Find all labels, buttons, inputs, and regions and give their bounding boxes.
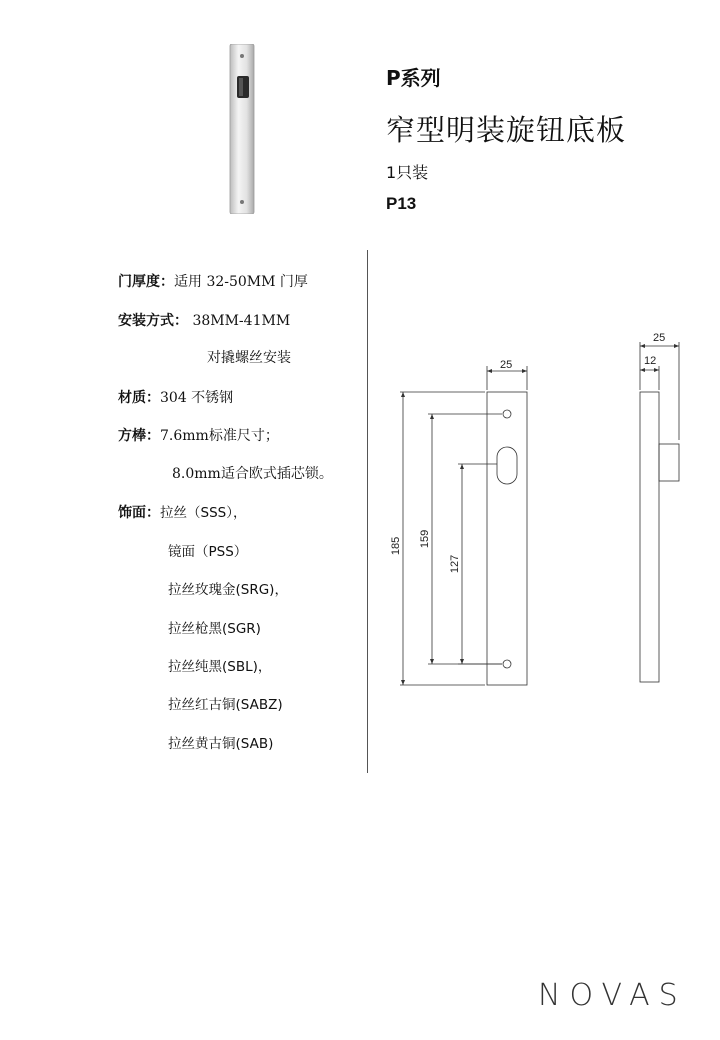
product-code: P13: [386, 194, 417, 213]
spec-label: 安装方式：: [118, 313, 188, 329]
finish-item: 拉丝纯黑(SBL)，: [168, 659, 272, 675]
spec-value: 304 不锈钢: [160, 390, 234, 406]
spec-value: 7.6mm标准尺寸；: [160, 428, 279, 444]
spec-label: 方棒：: [118, 428, 160, 444]
dim-spindle-to-hole: 127: [449, 554, 461, 574]
spec-spindle-euro: 8.0mm适合欧式插芯锁。: [172, 466, 333, 482]
spec-install-method: 对撬螺丝安装: [207, 350, 291, 366]
dim-side-width: 25: [653, 332, 666, 344]
brand-logo: NOVAS: [538, 978, 687, 1013]
spec-door-thickness: [118, 271, 308, 291]
pack-info: 1只装: [386, 163, 429, 182]
finish-item: 镜面（PSS）: [168, 544, 248, 560]
spec-label: 材质：: [118, 390, 160, 406]
finish-item: 拉丝玫瑰金(SRG)，: [168, 582, 288, 598]
screw-hole-bottom: [503, 660, 511, 668]
spec-label: 饰面：: [118, 505, 160, 521]
spec-value: 适用 32-50MM 门厚: [174, 274, 308, 290]
spec-material: [118, 387, 233, 407]
product-title: 窄型明装旋钮底板: [386, 113, 627, 147]
product-photo: [226, 44, 258, 214]
spec-spindle: [118, 425, 279, 445]
spec-value: 38MM-41MM: [188, 313, 291, 329]
technical-drawing: [380, 320, 710, 700]
finish-item: 拉丝黄古铜(SAB): [168, 736, 274, 752]
side-knob-outline: [659, 444, 679, 481]
series-label: P系列: [386, 66, 441, 90]
front-plate-outline: [487, 392, 527, 685]
screw-hole-top: [503, 410, 511, 418]
dim-height-total: 185: [390, 536, 402, 556]
spec-finish: [118, 501, 246, 522]
dim-side-plate: 12: [644, 355, 657, 367]
finish-item: 拉丝红古铜(SABZ): [168, 697, 283, 713]
finish-item: 拉丝（SSS），: [160, 505, 247, 521]
side-plate-outline: [640, 392, 659, 682]
spindle-slot: [497, 447, 517, 484]
dim-front-width: 25: [500, 359, 513, 371]
finish-item: 拉丝枪黑(SGR): [168, 621, 261, 637]
spec-label: 门厚度：: [118, 274, 174, 290]
spec-install: [118, 310, 290, 330]
dim-hole-spacing: 159: [419, 529, 431, 549]
vertical-divider: [367, 250, 368, 773]
